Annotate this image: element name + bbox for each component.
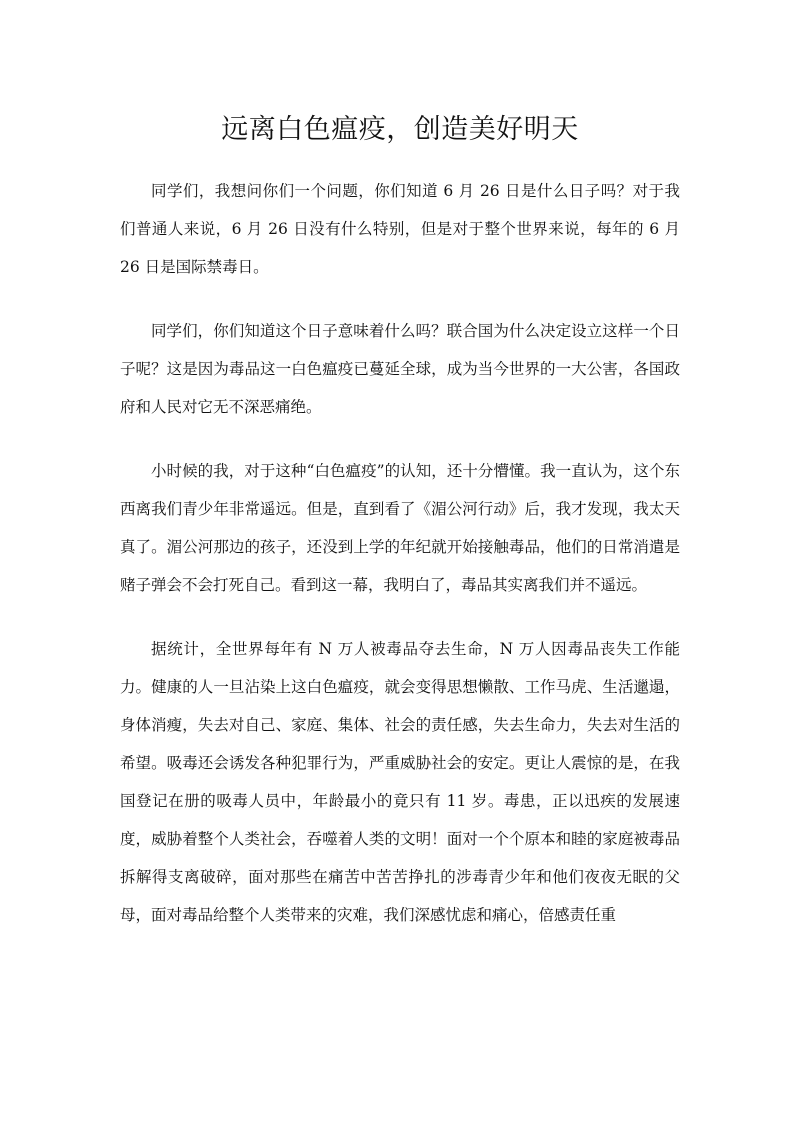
document-body bbox=[120, 172, 680, 960]
paragraph-4: 据统计，全世界每年有 N 万人被毒品夺去生命，N 万人因毒品丧失工作能力。健康的人一旦沾染上这白色瘟疫，就会变得思想懒散、工作马虎、生活邋遢，身体消瘦，失去对自己、家庭、集体、社会的责任感，失去生命力，失去对生活的希望。吸毒还会诱发各种犯罪行为，严重威胁社会的安定。更让人震惊的是，在我国登记在册的吸毒人员中，年龄最小的竟只有 11 岁。毒患，正以迅疾的发展速度，威胁着整个人类社会，吞噬着人类的文明！面对一个个原本和睦的家庭被毒品拆解得支离破碎，面对那些在痛苦中苦苦挣扎的涉毒青少年和他们夜夜无眠的父母，面对毒品给整个人类带来的灾难，我们深感忧虑和痛心，倍感责任重 bbox=[120, 640, 680, 924]
paragraph-1: 同学们，我想问你们一个问题，你们知道 6 月 26 日是什么日子吗？对于我们普通人来说，6 月 26 日没有什么特别，但是对于整个世界来说，每年的 6 月 26 日是国际禁毒日。 bbox=[120, 182, 680, 276]
document-title: 远离白色瘟疫，创造美好明天 bbox=[221, 114, 579, 145]
paragraph-3: 小时候的我，对于这种“白色瘟疫”的认知，还十分懵懂。我一直认为，这个东西离我们青少年非常遥远。但是，直到看了《湄公河行动》后，我才发现，我太天真了。湄公河那边的孩子，还没到上学的年纪就开始接触毒品，他们的日常消遣是赌子弹会不会打死自己。看到这一幕，我明白了，毒品其实离我们并不遥远。 bbox=[120, 462, 680, 594]
paragraph-2: 同学们，你们知道这个日子意味着什么吗？联合国为什么决定设立这样一个日子呢？这是因为毒品这一白色瘟疫已蔓延全球，成为当今世界的一大公害，各国政府和人民对它无不深恶痛绝。 bbox=[120, 322, 680, 416]
